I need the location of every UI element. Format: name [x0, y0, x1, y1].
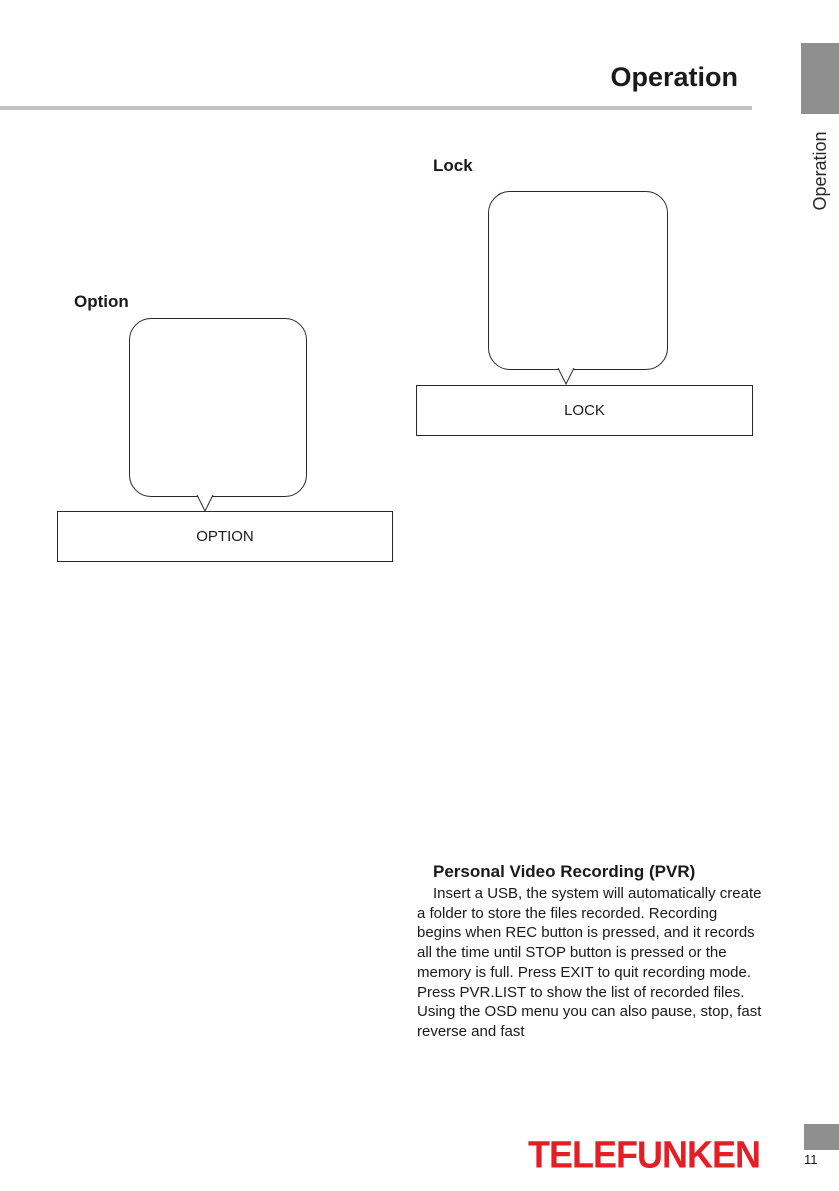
lock-callout-pointer: [557, 368, 577, 386]
telefunken-logo: TELEFUNKEN: [528, 1133, 760, 1177]
page-title: Operation: [610, 62, 738, 92]
lock-callout-bubble: [488, 191, 668, 370]
page-number-tab: [804, 1124, 839, 1150]
pvr-heading: Personal Video Recording (PVR): [433, 862, 696, 881]
option-heading: Option: [74, 292, 129, 311]
option-callout-bubble: [129, 318, 307, 497]
lock-menu-label: LOCK: [564, 402, 605, 419]
lock-menu-box: [416, 385, 753, 436]
pvr-body-text: Insert a USB, the system will automatically create a folder to store the files recorded. Recording begins when REC button is pressed, and it records all the time until STOP button is pressed or the memory is full. Press EXIT to quit recording mode. Press PVR.LIST to show the list of recorded files. Using the OSD menu you can also pause, stop, fast reverse and fast: [417, 885, 762, 1040]
option-menu-label: OPTION: [196, 528, 254, 545]
side-tab-marker: [801, 43, 839, 114]
header-divider: [0, 106, 752, 110]
side-tab-label: Operation: [810, 131, 830, 211]
option-menu-box: [57, 511, 393, 562]
lock-heading: Lock: [433, 156, 473, 175]
page-number: 11: [804, 1152, 818, 1167]
